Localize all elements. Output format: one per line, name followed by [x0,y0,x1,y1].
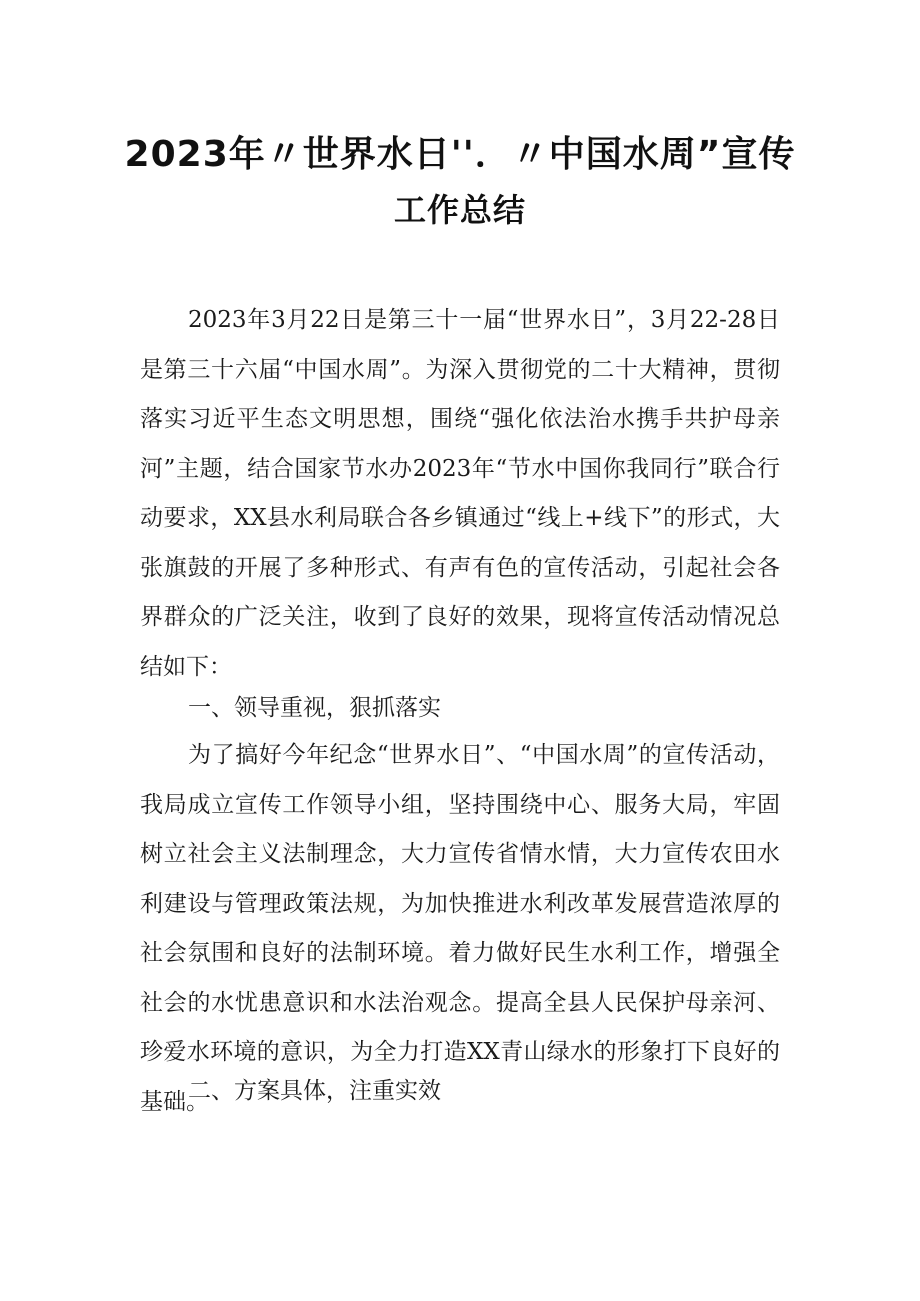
section-heading-1: 一、领导重视，狠抓落实 [188,695,441,721]
section-1-paragraph: 为了搞好今年纪念“世界水日”、“中国水周”的宣传活动，我局成立宣传工作领导小组，坚持围绕中心、服务大局，牢固树立社会主义法制理念，大力宣传省情水情，大力宣传农田水利建设与管理政策法规，为加快推进水利改革发展营造浓厚的社会氛围和良好的法制环境。着力做好民生水利工作，增强全社会的水忧患意识和水法治观念。提高全县人民保护母亲河、珍爱水环境的意识，为全力打造XX青山绿水的形象打下良好的基础。 [140,742,780,1115]
document-title-line-2: 工作总结 [393,191,526,229]
intro-paragraph: 2023年3月22日是第三十一届“世界水日”，3月22-28日是第三十六届“中国水周”。为深入贯彻党的二十大精神，贯彻落实习近平生态文明思想，围绕“强化依法治水携手共护母亲河”主题，结合国家节水办2023年“节水中国你我同行”联合行动要求，XX县水利局联合各乡镇通过“线上+线下”的形式，大张旗鼓的开展了多种形式、有声有色的宣传活动，引起社会各界群众的广泛关注，收到了良好的效果，现将宣传活动情况总结如下： [140,307,780,680]
document-title-line-1: 2023年〃世界水日''．〃中国水周”宣传 [124,134,796,175]
section-heading-2: 二、方案具体，注重实效 [188,1078,441,1104]
